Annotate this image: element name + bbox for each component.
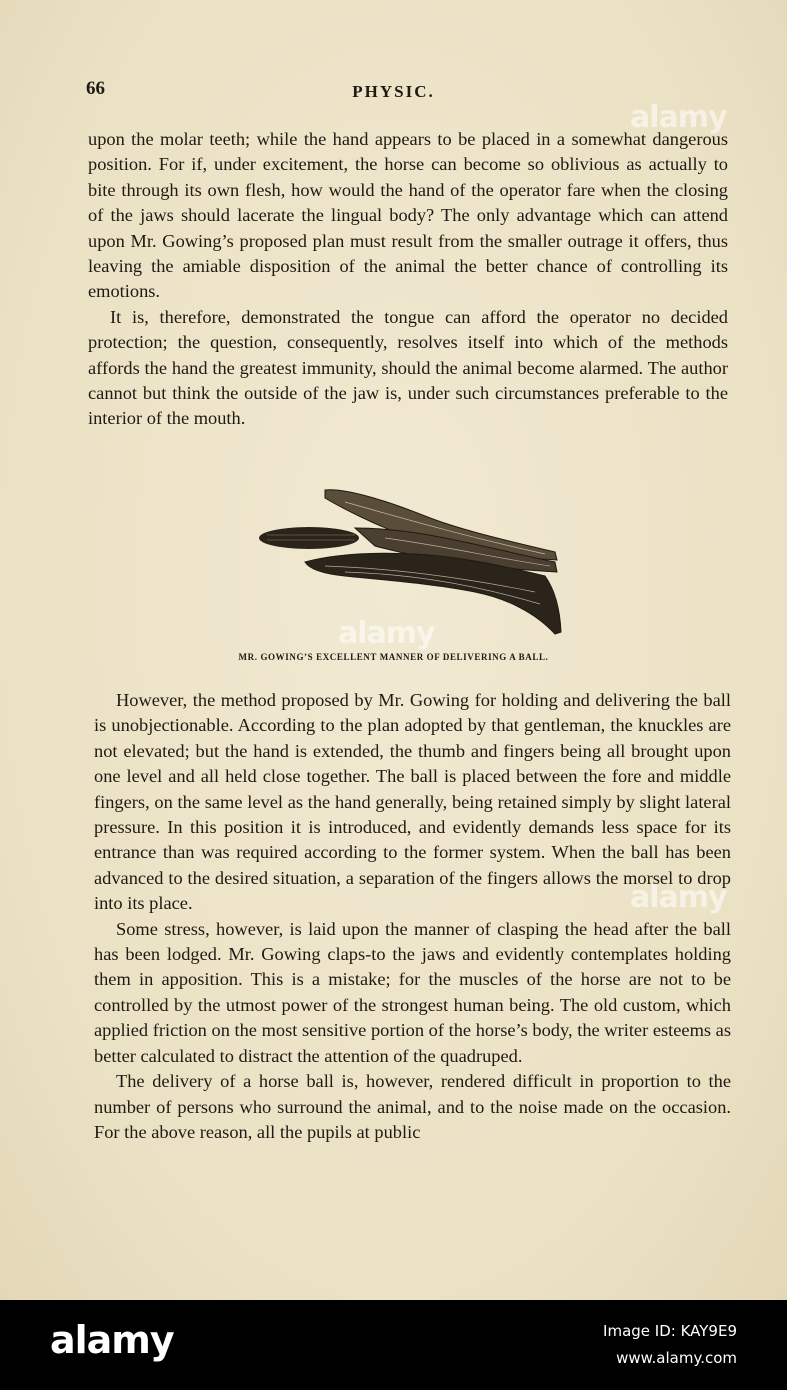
paragraph: The delivery of a horse ball is, however, rendered difficult in proportion to the number of persons who surround the animal, and to the noise made on the occasion. For the above reason, all the pupils at public	[94, 1071, 731, 1142]
stock-logo: alamy	[50, 1318, 174, 1362]
paragraph: upon the molar teeth; while the hand appears to be placed in a somewhat dangerous position. For if, under excitement, the horse can become so oblivious as actually to bite through its own flesh, how would the hand of the operator fare when the closing of the jaws should lacerate the lingual body? The only advantage which can attend upon Mr. Gowing’s proposed plan must result from the smaller outrage it offers, thus leaving the amiable disposition of the animal the better chance of controlling its emotions.	[88, 129, 728, 302]
paragraph: It is, therefore, demonstrated the tongue can afford the operator no decided protection; the question, consequently, resolves itself into which of the methods affords the hand the greatest immunity, should the animal become alarmed. The author cannot but think the outside of the jaw is, under such circumstances preferable to the interior of the mouth.	[88, 306, 728, 429]
stock-url-label: www.alamy.com	[616, 1349, 737, 1367]
body-text-top	[88, 127, 728, 432]
body-text-bottom	[94, 688, 731, 1145]
watermark: alamy	[338, 616, 435, 651]
figure-caption: MR. GOWING’S EXCELLENT MANNER OF DELIVERING A BALL.	[238, 652, 549, 662]
watermark: alamy	[630, 880, 727, 915]
running-head: PHYSIC.	[352, 82, 435, 101]
image-id-label: Image ID: KAY9E9	[603, 1322, 737, 1340]
watermark: alamy	[630, 100, 727, 135]
page-number: 66	[86, 78, 105, 99]
paragraph: However, the method proposed by Mr. Gowing for holding and delivering the ball is unobjectionable. According to the plan adopted by that gentleman, the knuckles are not elevated; but the hand is extended, the thumb and fingers being all brought upon one level and all held close together. The ball is placed between the fore and middle fingers, on the same level as the hand generally, being retained simply by slight lateral pressure. In this position it is introduced, and evidently demands less space for its entrance than was required according to the former system. When the ball has been advanced to the desired situation, a separation of the fingers allows the morsel to drop into its place.	[94, 690, 731, 914]
paragraph: Some stress, however, is laid upon the manner of clasping the head after the ball has been lodged. Mr. Gowing claps-to the jaws and evidently contemplates holding them in apposition. This is a mistake; for the muscles of the horse are not to be controlled by the utmost power of the strongest human being. The old custom, which applied friction on the most sensitive portion of the horse’s body, the writer esteems as better calculated to distract the attention of the quadruped.	[94, 918, 731, 1066]
